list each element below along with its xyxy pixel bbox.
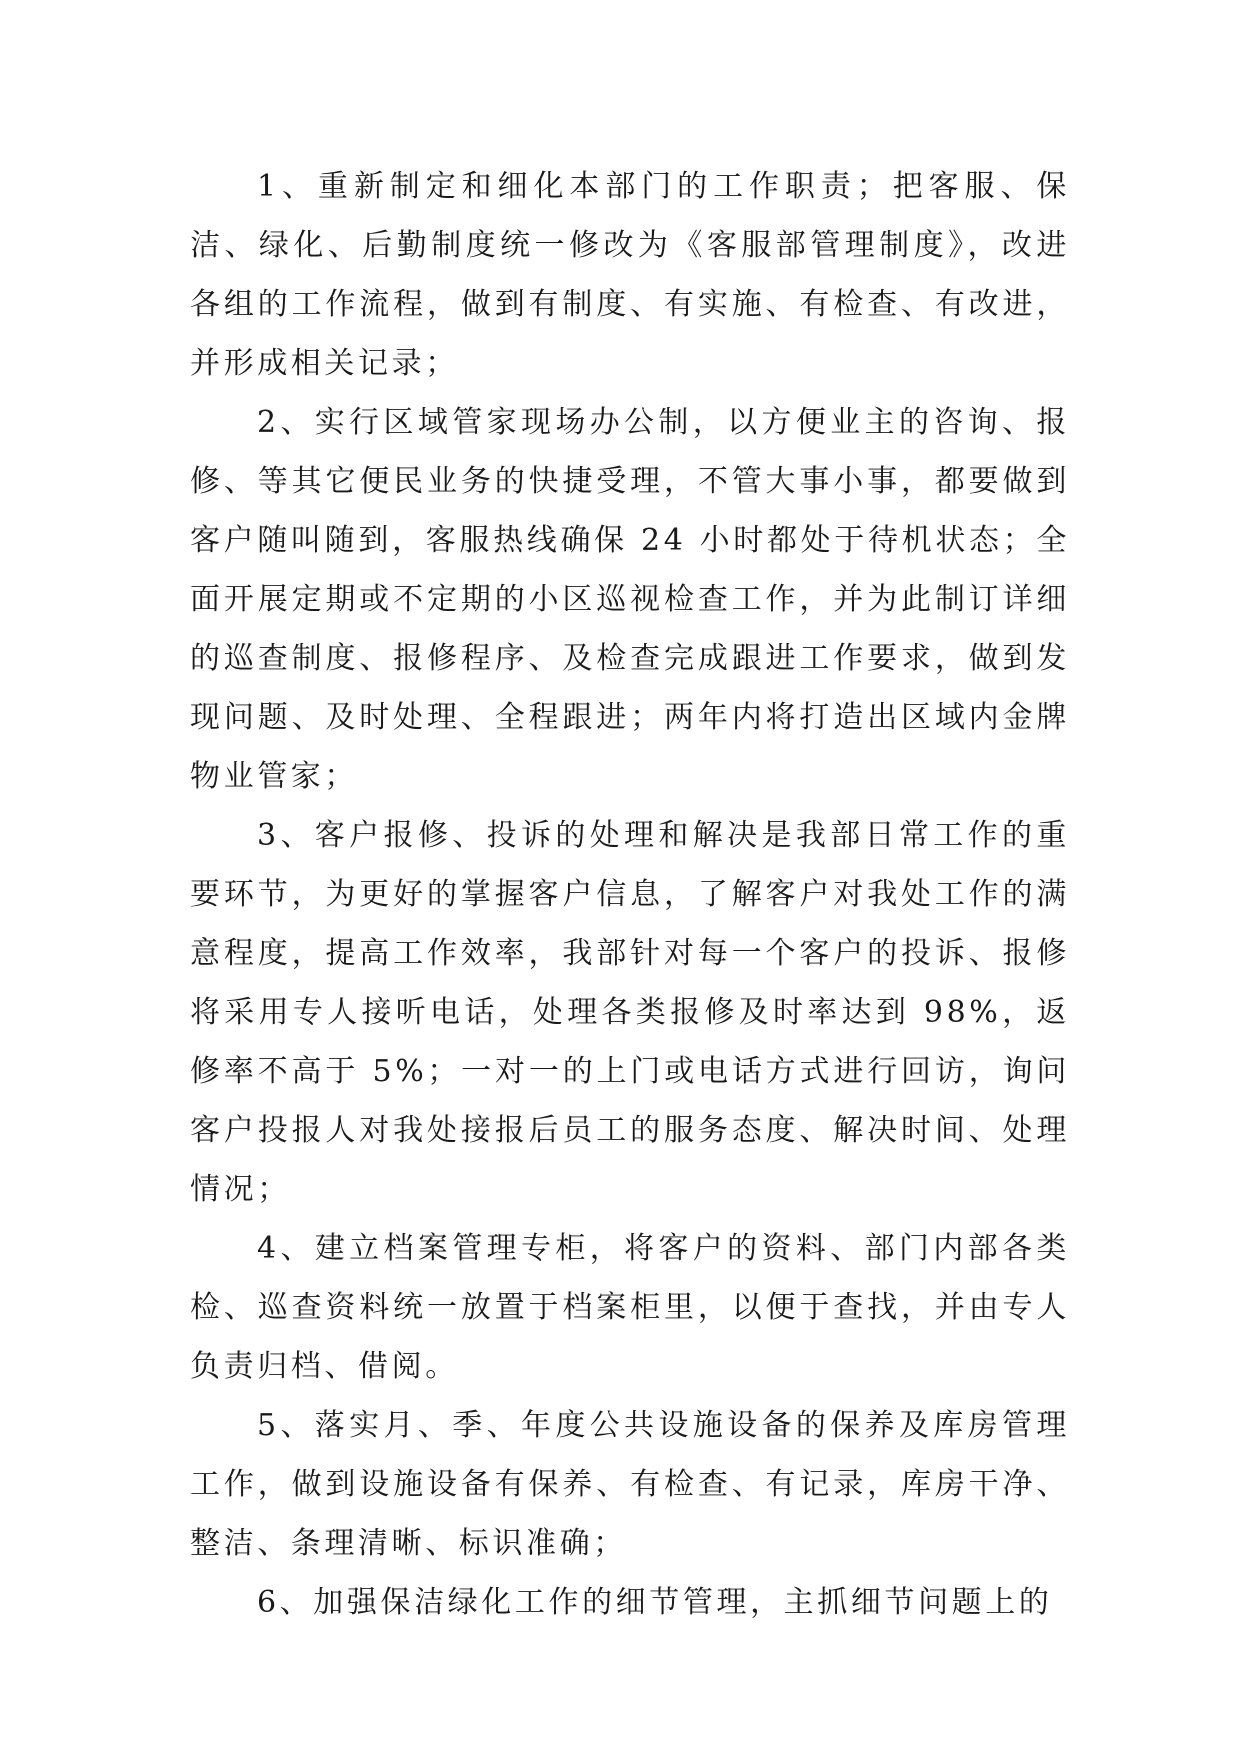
paragraph-4: 4、建立档案管理专柜，将客户的资料、部门内部各类检、巡查资料统一放置于档案柜里，以便于查找，并由专人负责归档、借阅。 — [190, 1231, 1070, 1384]
paragraph-3: 3、客户报修、投诉的处理和解决是我部日常工作的重要环节，为更好的掌握客户信息，了解客户对我处工作的满意程度，提高工作效率，我部针对每一个客户的投诉、报修将采用专人接听电话，处理各类报修及时率达到 98%，返修率不高于 5%；一对一的上门或电话方式进行回访，询问客户投报人对我处接报后员工的服务态度、解决时间、处理情况； — [190, 818, 1070, 1207]
paragraph-2: 2、实行区域管家现场办公制，以方便业主的咨询、报修、等其它便民业务的快捷受理，不管大事小事，都要做到客户随叫随到，客服热线确保 24 小时都处于待机状态；全面开展定期或不定期的小区巡视检查工作，并为此制订详细的巡查制度、报修程序、及检查完成跟进工作要求，做到发现问题、及时处理、全程跟进；两年内将打造出区域内金牌物业管家； — [190, 405, 1070, 794]
paragraph-5: 5、落实月、季、年度公共设施设备的保养及库房管理工作，做到设施设备有保养、有检查、有记录，库房干净、整洁、条理清晰、标识准确； — [190, 1408, 1070, 1561]
paragraph-6: 6、加强保洁绿化工作的细节管理，主抓细节问题上的 — [257, 1585, 1053, 1620]
document-body — [190, 157, 1070, 1632]
paragraph-1: 1、重新制定和细化本部门的工作职责；把客服、保洁、绿化、后勤制度统一修改为《客服部管理制度》，改进各组的工作流程，做到有制度、有实施、有检查、有改进，并形成相关记录； — [190, 169, 1070, 381]
